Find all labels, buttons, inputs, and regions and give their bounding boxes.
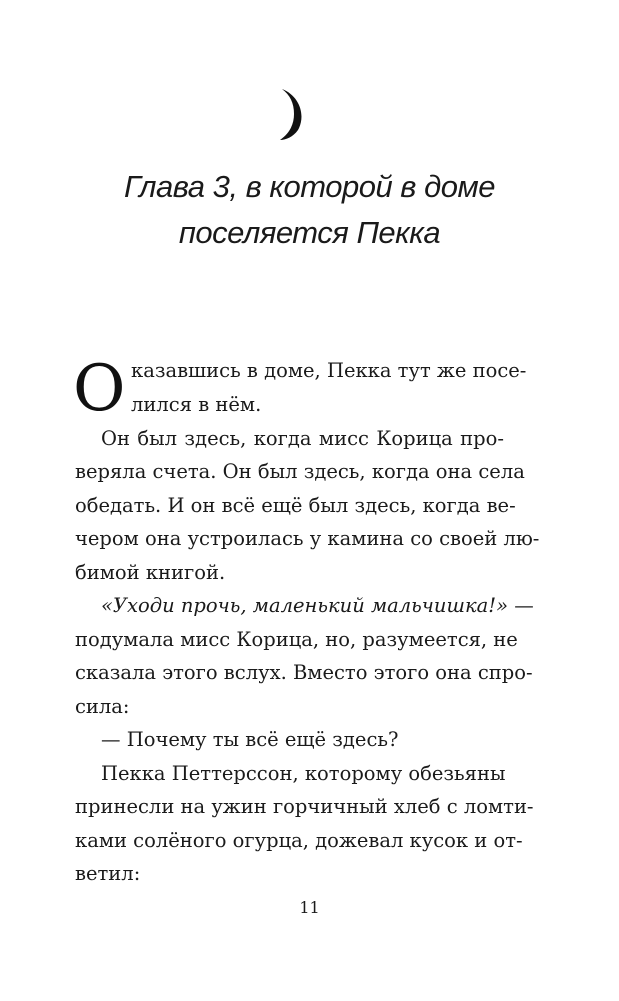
drop-cap: О xyxy=(73,352,126,426)
text-line: подумала мисс Корица, но, разумеется, не xyxy=(75,628,518,651)
text-line: обедать. И он всё ещё был здесь, когда ве- xyxy=(75,494,516,517)
text-line: принесли на ужин горчичный хлеб с ломти- xyxy=(75,795,534,818)
chapter-title-line-2: поселяется Пекка xyxy=(178,215,441,250)
italic-quote: «Уходи прочь, маленький мальчишка!» xyxy=(101,594,508,617)
crescent-moon-icon xyxy=(276,86,310,142)
text-line: казавшись в доме, Пекка тут же посе- xyxy=(131,359,527,382)
quote-dash: — xyxy=(514,594,534,617)
text-line: сказала этого вслух. Вместо этого она спро- xyxy=(75,661,533,684)
text-line: бимой книгой. xyxy=(75,561,226,584)
text-line: сила: xyxy=(75,695,130,718)
text-line: лился в нём. xyxy=(131,393,262,416)
chapter-title-line-1: Глава 3, в которой в доме xyxy=(124,169,495,204)
text-line: Пекка Петтерссон, которому обезьяны xyxy=(101,762,506,785)
text-line: Он был здесь, когда мисс Корица про- xyxy=(101,427,504,450)
text-line: веряла счета. Он был здесь, когда она села xyxy=(75,460,525,483)
text-line: — Почему ты всё ещё здесь? xyxy=(101,728,399,751)
text-line: ветил: xyxy=(75,862,141,885)
page-number: 11 xyxy=(299,898,320,917)
text-line: ками солёного огурца, дожевал кусок и от- xyxy=(75,829,523,852)
text-line xyxy=(75,594,534,618)
text-line: чером она устроилась у камина со своей лю- xyxy=(75,527,540,550)
